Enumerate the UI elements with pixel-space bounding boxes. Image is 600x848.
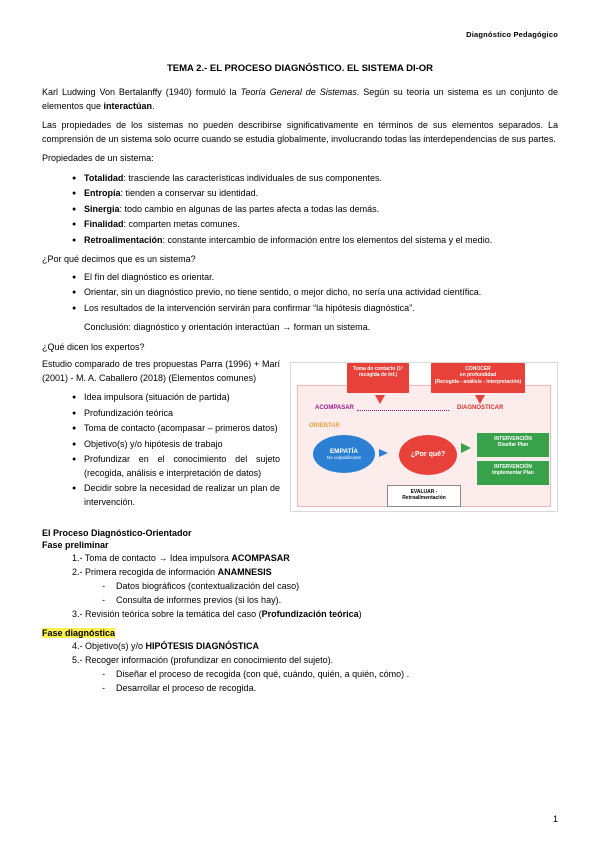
intervencion2-title: INTERVENCIÓN (494, 464, 532, 470)
paragraph-intro (42, 86, 558, 113)
list-item (72, 187, 558, 201)
section-title-proceso: El Proceso Diagnóstico-Orientador (42, 528, 192, 538)
phase2-step-5: 5.- Recoger información (profundizar en conocimiento del sujeto). (72, 654, 334, 665)
conclusion-text: Conclusión: diagnóstico y orientación interactúan → forman un sistema. (84, 322, 371, 332)
list-item: ● Decidir sobre la necesidad de realizar un plan de intervención. (72, 482, 558, 509)
step2-bold: ANAMNESIS (217, 566, 272, 577)
question-why-system: ¿Por qué decimos que es un sistema? (42, 254, 196, 264)
property-term: Totalidad (84, 172, 124, 183)
intervencion1-sub: Diseñar Plan (497, 442, 529, 448)
phase1-step-3 (72, 608, 558, 622)
intro-text-a: Karl Ludwing Von Bertalanffy (1940) formuló la (42, 87, 241, 97)
property-term: Finalidad (84, 219, 124, 229)
property-term: Retroalimentación (84, 234, 163, 245)
conocer-sub: en profundidad (459, 372, 497, 379)
step3-end: ) (358, 608, 362, 619)
intervencion2-sub: Implementar Plan (492, 470, 534, 476)
diagram-label-orientar: ORIENTAR (309, 423, 340, 429)
property-text: : trasciende las características individuales de sus componentes. (123, 172, 382, 183)
step2-text: 2.- Primera recogida de información (72, 566, 218, 577)
empatia-title: EMPATÍA (329, 447, 359, 455)
step4-bold: HIPÓTESIS DIAGNÓSTICA (145, 640, 260, 651)
diagram-label-diagnosticar: DIAGNOSTICAR (457, 405, 504, 411)
why-system-list (42, 271, 558, 316)
list-item: ● Objetivo(s) y/o hipótesis de trabajo (72, 438, 558, 452)
step4-text: 4.- Objetivo(s) y/o (72, 640, 146, 651)
page-header: Diagnóstico Pedagógico (466, 30, 558, 39)
property-text: : comparten metas comunes. (123, 219, 240, 229)
property-term: Sinergia (84, 203, 120, 214)
phase-diagnostica-title: Fase diagnóstica (42, 627, 116, 638)
property-text: : tienden a conservar su identidad. (120, 188, 259, 198)
list-item: ● El fín del diagnóstico es orientar. (72, 271, 558, 285)
evaluar-line1: EVALUAR - (410, 489, 438, 495)
property-text: : todo cambio en algunas de las partes afecta a todas las demás. (119, 203, 380, 214)
diagram-box-toma-contacto: Toma de contacto (1ª recogida de inf.) (347, 363, 409, 393)
list-item (72, 234, 558, 248)
conocer-title: CONOCER (465, 366, 491, 372)
intro-text-italic: Teoría General de Sistemas (240, 87, 357, 97)
list-item: ● Toma de contacto (acompasar – primeros datos) (72, 422, 558, 436)
paragraph-systems: Las propiedades de los sistemas no pueden describirse significativamente en términos de sus elementos separados. La comprensión de un sistema solo ocurre cuando se estudia globalmente, involucrando todas las interdependencias de sus partes. (42, 120, 558, 144)
list-item (72, 172, 558, 186)
intervencion1-title: INTERVENCIÓN (494, 436, 532, 442)
page-number: 1 (552, 814, 558, 824)
evaluar-line2: Retroalimentación (402, 495, 446, 501)
conocer-sub2: (Recogida - análisis - interpretación) (434, 378, 522, 385)
paragraph-experts-study: Estudio comparado de tres propuestas Parra (1996) + Marí (2001) - M. A. Caballero (2018) (Elementos comunes) (42, 359, 280, 383)
phase2-step-4 (72, 640, 558, 654)
step1-bold: ACOMPASAR (231, 553, 290, 563)
list-item: ● Profundización teórica (72, 407, 558, 421)
diagram-box-conocer (431, 363, 525, 393)
intro-text-b: . Según su teoría un sistema es un conjunto de elementos que (42, 87, 559, 111)
step1-text: 1.- Toma de contacto → Idea impulsora (72, 553, 232, 563)
page-title: TEMA 2.- EL PROCESO DIAGNÓSTICO. EL SISTEMA DI-OR (166, 63, 434, 74)
phase-preliminar-title: Fase preliminar (42, 540, 109, 550)
diagram-label-acompasar: ACOMPASAR (315, 405, 354, 411)
diagram-oval-porque: ¿Por qué? (399, 435, 457, 475)
intro-text-c: . (152, 100, 155, 111)
property-text: : constante intercambio de información entre los elementos del sistema y el medio. (162, 234, 493, 245)
list-item: ● Profundizar en el conocimiento del sujeto (recogida, análisis e interpretación de datos) (72, 453, 558, 480)
common-elements-list (42, 391, 558, 509)
property-term: Entropía (84, 188, 121, 198)
intro-text-bold: interactúan (103, 100, 153, 111)
phase1-step-2 (72, 566, 558, 580)
phase1-step-1 (72, 552, 558, 566)
phase1-sub-1: - Datos biográficos (contextualización del caso) (102, 580, 558, 594)
question-experts: ¿Qué dicen los expertos? (42, 341, 145, 352)
list-item (72, 218, 558, 232)
properties-list (42, 172, 558, 248)
list-item (72, 203, 558, 217)
phase2-sub-1: - Diseñar el proceso de recogida (con qué, cuándo, quién, a quién, cómo) . (102, 668, 558, 682)
phase1-sub-2: - Consulta de informes previos (si los hay). (102, 594, 558, 608)
step3-bold: Profundización teórica (261, 608, 359, 619)
step3-text: 3.- Revisión teórica sobre la temática del caso ( (72, 608, 262, 619)
paragraph-properties-lead: Propiedades de un sistema: (42, 153, 154, 163)
list-item: ● Los resultados de la intervención servirán para confirmar “la hipótesis diagnóstica”. (72, 302, 558, 316)
empatia-sub: No culpabilizante (326, 455, 362, 461)
list-item: ● Idea impulsora (situación de partida) (72, 391, 558, 405)
list-item: ● Orientar, sin un diagnóstico previo, no tiene sentido, o mejor dicho, no sería una actividad científica. (72, 286, 558, 300)
phase2-sub-2: - Desarrollar el proceso de recogida. (102, 682, 558, 696)
